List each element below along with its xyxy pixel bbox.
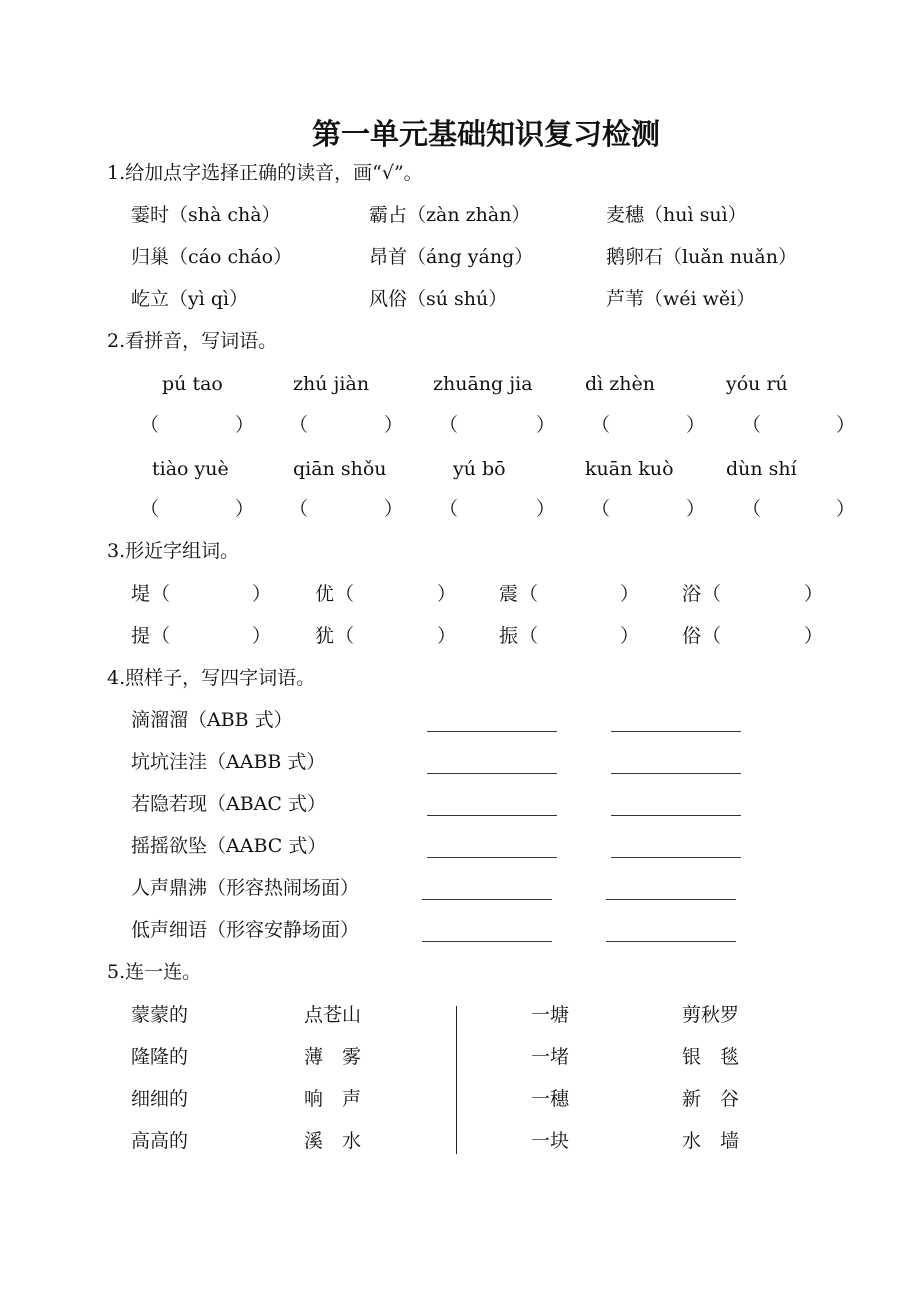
answer-paren-open: （ [151,625,171,647]
answer-paren-open: （ [742,414,762,436]
similar-char: 提 [131,625,151,647]
q3-heading: 3.形近字组词。 [107,540,240,562]
answer-paren-close: ） [686,414,706,436]
answer-blank[interactable] [606,941,736,942]
match-left-word[interactable]: 隆隆的 [131,1046,189,1068]
match-right-word[interactable]: 一穗 [531,1088,570,1110]
answer-paren-close: ） [620,583,640,605]
q1-item: 屹立（yì qì） [131,288,249,310]
answer-blank[interactable] [427,857,557,858]
answer-paren-close: ） [620,625,640,647]
q1-heading: 1.给加点字选择正确的读音，画“√”。 [107,162,423,184]
answer-paren-close: ） [384,498,404,520]
answer-paren-open: （ [289,414,309,436]
answer-paren-close: ） [836,498,856,520]
answer-paren-close: ） [836,414,856,436]
pinyin: tiào yuè [152,458,229,480]
q1-item: 鹅卵石（luǎn nuǎn） [606,246,797,268]
similar-char: 犹 [315,625,335,647]
pattern-example: 若隐若现（ABAC 式） [131,793,326,815]
answer-blank[interactable] [611,731,741,732]
answer-paren-close: ） [536,498,556,520]
answer-blank[interactable] [611,815,741,816]
answer-paren-open: （ [439,414,459,436]
match-left-word[interactable]: 蒙蒙的 [131,1004,189,1026]
similar-char: 振 [499,625,519,647]
q1-item: 归巢（cáo cháo） [131,246,293,268]
match-left-target[interactable]: 薄 雾 [304,1046,362,1068]
match-right-target[interactable]: 银 毯 [682,1046,740,1068]
similar-char: 俗 [682,625,702,647]
answer-paren-open: （ [140,498,160,520]
answer-paren-close: ） [252,583,272,605]
answer-paren-open: （ [591,414,611,436]
pattern-example: 低声细语（形容安静场面） [131,919,360,941]
answer-paren-close: ） [384,414,404,436]
match-right-word[interactable]: 一块 [531,1130,570,1152]
q1-item: 芦苇（wéi wěi） [606,288,756,310]
match-right-target[interactable]: 剪秋罗 [682,1004,740,1026]
answer-paren-open: （ [591,498,611,520]
pattern-example: 摇摇欲坠（AABC 式） [131,835,327,857]
match-left-target[interactable]: 溪 水 [304,1130,362,1152]
answer-paren-close: ） [235,498,255,520]
q2-heading: 2.看拼音，写词语。 [107,330,278,352]
pinyin: dùn shí [726,458,797,480]
similar-char: 浴 [682,583,702,605]
answer-paren-open: （ [702,583,722,605]
answer-paren-close: ） [437,625,457,647]
answer-paren-close: ） [437,583,457,605]
answer-paren-open: （ [519,583,539,605]
answer-paren-close: ） [804,625,824,647]
answer-paren-close: ） [252,625,272,647]
q1-item: 麦穗（huì suì） [606,204,747,226]
q5-heading: 5.连一连。 [107,961,202,983]
pinyin: kuān kuò [585,458,674,480]
answer-paren-open: （ [335,583,355,605]
match-left-target[interactable]: 点苍山 [304,1004,362,1026]
page-title: 第一单元基础知识复习检测 [312,117,661,151]
pinyin: dì zhèn [585,373,656,395]
answer-paren-open: （ [702,625,722,647]
answer-paren-open: （ [742,498,762,520]
pinyin: pú tao [162,373,223,395]
answer-blank[interactable] [422,941,552,942]
match-right-target[interactable]: 水 墙 [682,1130,740,1152]
q1-item: 霎时（shà chà） [131,204,281,226]
answer-paren-open: （ [140,414,160,436]
answer-blank[interactable] [427,731,557,732]
answer-blank[interactable] [611,857,741,858]
match-right-word[interactable]: 一塘 [531,1004,570,1026]
answer-paren-open: （ [289,498,309,520]
answer-paren-close: ） [235,414,255,436]
match-left-word[interactable]: 细细的 [131,1088,189,1110]
answer-blank[interactable] [611,773,741,774]
answer-paren-open: （ [151,583,171,605]
answer-paren-open: （ [439,498,459,520]
match-right-target[interactable]: 新 谷 [682,1088,740,1110]
answer-blank[interactable] [606,899,736,900]
answer-paren-open: （ [335,625,355,647]
answer-paren-close: ） [536,414,556,436]
q1-item: 风俗（sú shú） [369,288,508,310]
match-left-target[interactable]: 响 声 [304,1088,362,1110]
pattern-example: 人声鼎沸（形容热闹场面） [131,877,360,899]
column-divider [456,1006,457,1154]
q4-heading: 4.照样子，写四字词语。 [107,667,316,689]
answer-blank[interactable] [422,899,552,900]
answer-blank[interactable] [427,815,557,816]
answer-blank[interactable] [427,773,557,774]
q1-item: 霸占（zàn zhàn） [369,204,531,226]
answer-paren-close: ） [686,498,706,520]
answer-paren-open: （ [519,625,539,647]
pinyin: yóu rú [726,373,788,395]
pinyin: zhuāng jia [433,373,533,395]
match-right-word[interactable]: 一堵 [531,1046,570,1068]
pattern-example: 坑坑洼洼（AABB 式） [131,751,326,773]
similar-char: 堤 [131,583,151,605]
answer-paren-close: ） [804,583,824,605]
q1-item: 昂首（áng yáng） [369,246,534,268]
pinyin: zhú jiàn [293,373,370,395]
pinyin: qiān shǒu [293,458,387,480]
pinyin: yú bō [453,458,506,480]
similar-char: 震 [499,583,519,605]
pattern-example: 滴溜溜（ABB 式） [131,709,293,731]
match-left-word[interactable]: 高高的 [131,1130,189,1152]
similar-char: 优 [315,583,335,605]
